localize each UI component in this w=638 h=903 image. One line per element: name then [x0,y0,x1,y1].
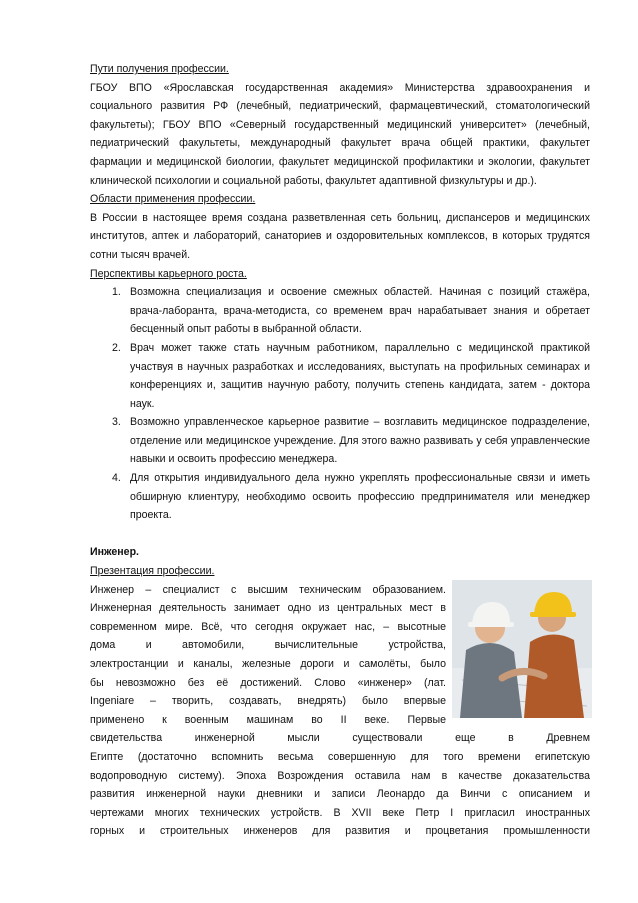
list-item-text: Возможна специализация и освоение смежных областей. Начиная с позиций стажёра, врача-лаборанта, врача-методиста, со временем врач нарабатывает знания и обретает бесценный опыт работы в выбранной области. [130,286,590,336]
list-number: 4. [112,472,121,485]
white-helmet-brim [468,622,514,627]
text-line: электростанции и каналы, железные дороги и самолёты, было [90,658,446,670]
text-line: горных и строительных инженеров для развития и процветания промышленности [90,825,590,838]
list-item [90,339,590,413]
list-item [90,413,590,469]
list-item [90,469,590,525]
text-line: свидетельства инженерной мысли существовали еще в Древнем [90,732,590,745]
text-line: применено к военным машинам во II веке. Первые [90,713,446,726]
text-line: Инженер – специалист с высшим техническим образованием. [90,583,446,596]
blank-line [90,525,590,544]
section-heading-career: Перспективы карьерного роста. [90,267,247,280]
paragraph-education: ГБОУ ВПО «Ярославская государственная академия» Министерства здравоохранения и социального развития РФ (лечебный, педиатрический, фармацевтический, стоматологический факультеты); ГБОУ ВПО «Северный государственный медицинский университет» (лечебный, педиатрический факультеты, международный факультет врача общей практики, факультет фармации и медицинской биологии, факультет медицинской профилактики и экологии, факультет клинической психологии и социальной работы, факультет адаптивной физкультуры и др.). [90,81,590,187]
document-page [90,60,590,841]
yellow-helmet-brim [530,612,576,617]
list-number: 1. [112,286,121,299]
text-line: чертежами многих технических устройств. В XVII веке Петр I пригласил иностранных [90,806,590,819]
text-line: Ingeniare – творить, создавать, внедрять) было впервые [90,695,446,708]
list-number: 2. [112,341,121,354]
text-line: водопроводную систему). Эпоха Возрождения оставила нам в качестве доказательства [90,769,590,782]
profession-title: Инженер. [90,546,139,559]
paragraph-application: В России в настоящее время создана разветвленная сеть больниц, диспансеров и медицинских институтов, аптек и лабораторий, санаториев и оздоровительных комплексов, в которых трудятся сотни тысяч врачей. [90,211,590,261]
list-item-text: Врач может также стать научным работником, параллельно с медицинской практикой участвуя в научных разработках и исследованиях, выступать на профильных семинарах и конференциях и, защитив научную работу, получить степень кандидата, затем - доктора наук. [130,341,590,410]
text-line: Инженерная деятельность занимает одно из центральных мест в [90,602,446,615]
list-item-text: Возможно управленческое карьерное развитие – возглавить медицинское подразделение, отделение или медицинское учреждение. Для этого важно развивать у себя управленческие навыки и освоить профессию менеджера. [130,416,590,466]
career-list [90,283,590,525]
list-number: 3. [112,416,121,429]
list-item [90,283,590,339]
engineers-illustration [452,580,592,718]
text-line: Египте (достаточно вспомнить весьма совершенную для того времени египетскую [90,750,590,763]
left-engineer-body [460,643,522,718]
text-line: дома и автомобили, вычислительные устройства, [90,639,446,652]
text-line: развития инженерной науки дневники и записи Леонардо да Винчи с описанием и [90,788,590,801]
list-item-text: Для открытия индивидуального дела нужно укреплять профессиональные связи и иметь обширную клиентуру, необходимо освоить профессию предпринимателя или менеджер проекта. [130,472,590,522]
text-line: бы невозможно без её достижений. Слово «инженер» (лат. [90,676,446,689]
engineers-photo-icon [452,580,592,718]
section-heading-application: Области применения профессии. [90,193,256,206]
section-heading-presentation: Презентация профессии. [90,565,215,578]
presentation-full-width-text [90,729,590,841]
text-line: современном мире. Всё, что сегодня окружает нас, – высотные [90,620,446,633]
section-heading-education: Пути получения профессии. [90,63,229,75]
